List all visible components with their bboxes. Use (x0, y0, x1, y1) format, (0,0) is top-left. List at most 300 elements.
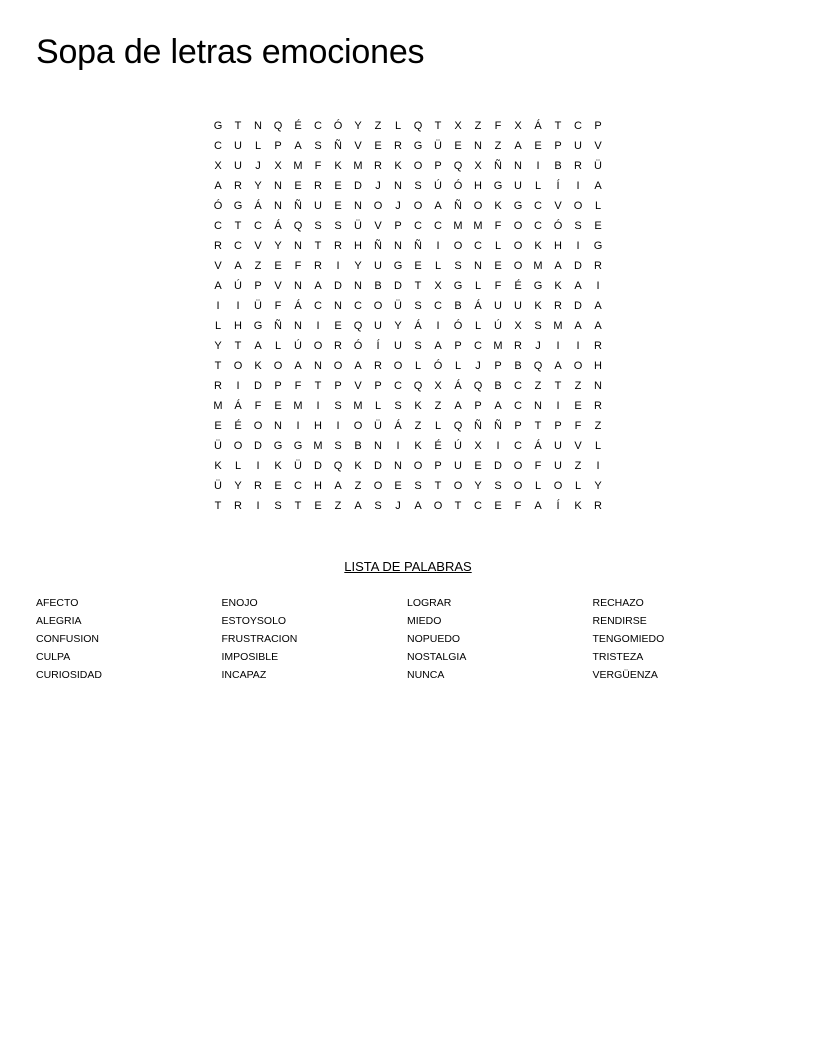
grid-cell: B (494, 380, 502, 392)
grid-cell: S (334, 440, 342, 452)
word-column (593, 594, 779, 684)
grid-cell: T (214, 500, 222, 512)
grid-cell: G (593, 240, 603, 252)
grid-cell: Ü (594, 160, 602, 172)
grid-cell: N (294, 240, 302, 252)
grid-cell: K (494, 200, 502, 212)
grid-cell: Ú (434, 180, 442, 192)
grid-cell: P (554, 140, 562, 152)
word-item: ALEGRIA (36, 615, 82, 627)
grid-cell: L (454, 360, 462, 372)
grid-cell: Ó (213, 200, 223, 212)
grid-cell: E (534, 140, 542, 152)
grid-cell: V (594, 140, 602, 152)
grid-cell: V (554, 200, 562, 212)
grid-cell: A (434, 200, 442, 212)
grid-cell: O (413, 160, 423, 172)
grid-cell: Ó (453, 180, 463, 192)
grid-cell: X (214, 160, 222, 172)
word-list (36, 594, 780, 684)
grid-cell: N (474, 260, 482, 272)
grid-cell: X (274, 160, 282, 172)
grid-cell: C (314, 300, 322, 312)
grid-cell: X (434, 380, 442, 392)
letter-grid (208, 116, 608, 516)
grid-cell: C (474, 500, 482, 512)
grid-cell: É (294, 120, 302, 132)
grid-cell: E (214, 420, 222, 432)
word-item: FRUSTRACION (221, 633, 298, 645)
grid-cell: Ó (553, 220, 563, 232)
grid-cell: T (554, 120, 562, 132)
grid-cell: X (514, 320, 522, 332)
grid-cell: Ü (294, 460, 302, 472)
grid-cell: Z (334, 500, 342, 512)
word-item: MIEDO (407, 615, 442, 627)
grid-cell: G (253, 320, 263, 332)
grid-row (208, 236, 608, 256)
grid-cell: M (353, 160, 363, 172)
grid-cell: V (254, 240, 262, 252)
grid-row (208, 136, 608, 156)
grid-cell: L (374, 400, 382, 412)
grid-cell: R (334, 340, 342, 352)
grid-cell: I (336, 260, 340, 272)
grid-cell: H (314, 420, 322, 432)
grid-row (208, 276, 608, 296)
grid-cell: S (574, 220, 582, 232)
grid-cell: N (334, 300, 342, 312)
grid-cell: Y (234, 480, 242, 492)
grid-cell: Ü (214, 480, 222, 492)
grid-cell: A (494, 400, 502, 412)
grid-cell: P (254, 280, 262, 292)
grid-cell: L (574, 480, 582, 492)
grid-cell: Y (214, 340, 222, 352)
grid-cell: I (236, 380, 240, 392)
grid-cell: Y (594, 480, 602, 492)
grid-cell: S (494, 480, 502, 492)
grid-cell: H (234, 320, 242, 332)
grid-row (208, 356, 608, 376)
grid-cell: S (414, 340, 422, 352)
grid-cell: M (293, 400, 303, 412)
grid-cell: A (294, 360, 302, 372)
grid-row (208, 336, 608, 356)
grid-cell: I (316, 320, 320, 332)
grid-cell: Z (594, 420, 602, 432)
grid-cell: S (334, 400, 342, 412)
word-item: ESTOYSOLO (221, 615, 287, 627)
grid-cell: S (314, 140, 322, 152)
grid-cell: Á (274, 220, 282, 232)
grid-cell: U (394, 340, 402, 352)
grid-cell: C (394, 380, 402, 392)
grid-cell: D (394, 280, 402, 292)
grid-cell: Ñ (334, 140, 342, 152)
grid-cell: Z (434, 400, 442, 412)
word-item: AFECTO (36, 597, 79, 609)
grid-cell: H (594, 360, 602, 372)
grid-cell: Ñ (274, 320, 282, 332)
grid-cell: J (535, 340, 541, 352)
grid-cell: Í (556, 500, 560, 512)
grid-cell: A (454, 400, 462, 412)
grid-cell: U (574, 140, 582, 152)
grid-cell: G (233, 200, 243, 212)
grid-cell: S (414, 480, 422, 492)
word-item: NOSTALGIA (407, 651, 467, 663)
grid-cell: Ú (494, 320, 502, 332)
grid-cell: E (374, 140, 382, 152)
grid-cell: N (594, 380, 602, 392)
grid-cell: U (234, 140, 242, 152)
word-item: NOPUEDO (407, 633, 461, 645)
grid-cell: L (434, 260, 442, 272)
grid-row (208, 316, 608, 336)
grid-cell: B (374, 280, 382, 292)
grid-cell: Y (354, 120, 362, 132)
grid-cell: L (234, 460, 242, 472)
grid-cell: Q (413, 380, 423, 392)
grid-cell: B (454, 300, 462, 312)
grid-cell: L (414, 360, 422, 372)
grid-cell: Á (474, 300, 482, 312)
word-item: TRISTEZA (592, 651, 644, 663)
grid-cell: Á (534, 440, 542, 452)
grid-cell: Z (534, 380, 542, 392)
grid-cell: C (534, 220, 542, 232)
grid-cell: M (493, 340, 503, 352)
grid-cell: O (413, 200, 423, 212)
grid-cell: P (554, 420, 562, 432)
grid-cell: Ü (434, 140, 442, 152)
grid-cell: I (436, 240, 440, 252)
grid-cell: I (596, 280, 600, 292)
grid-cell: Ü (214, 440, 222, 452)
grid-cell: C (514, 380, 522, 392)
grid-cell: G (493, 180, 503, 192)
grid-cell: O (373, 200, 383, 212)
grid-row (208, 216, 608, 236)
grid-cell: U (374, 260, 382, 272)
grid-cell: S (534, 320, 542, 332)
grid-cell: Á (234, 400, 242, 412)
grid-cell: T (234, 220, 242, 232)
word-item: NUNCA (407, 669, 445, 681)
grid-cell: L (274, 340, 282, 352)
grid-cell: L (474, 280, 482, 292)
grid-row (208, 496, 608, 516)
grid-row (208, 196, 608, 216)
grid-cell: Ú (454, 440, 462, 452)
grid-cell: G (393, 260, 403, 272)
grid-cell: É (234, 420, 242, 432)
grid-cell: U (514, 180, 522, 192)
grid-cell: J (255, 160, 261, 172)
grid-cell: Ñ (494, 160, 502, 172)
grid-cell: F (274, 300, 282, 312)
grid-cell: J (395, 200, 401, 212)
grid-cell: I (316, 400, 320, 412)
grid-cell: E (414, 260, 422, 272)
grid-cell: T (314, 240, 322, 252)
grid-cell: C (534, 200, 542, 212)
grid-cell: R (394, 140, 402, 152)
grid-cell: R (574, 160, 582, 172)
grid-cell: I (216, 300, 220, 312)
grid-cell: O (553, 480, 563, 492)
grid-cell: S (274, 500, 282, 512)
grid-cell: S (414, 300, 422, 312)
grid-cell: M (553, 320, 563, 332)
grid-cell: B (354, 440, 362, 452)
grid-cell: I (596, 460, 600, 472)
grid-cell: K (334, 160, 342, 172)
grid-cell: O (453, 480, 463, 492)
grid-cell: N (514, 160, 522, 172)
grid-cell: F (574, 420, 582, 432)
grid-cell: O (253, 420, 263, 432)
grid-cell: H (554, 240, 562, 252)
grid-cell: Z (574, 460, 582, 472)
grid-cell: A (594, 300, 602, 312)
grid-cell: C (314, 120, 322, 132)
grid-cell: O (333, 360, 343, 372)
grid-cell: A (354, 500, 362, 512)
grid-cell: I (556, 340, 560, 352)
grid-cell: Ú (294, 340, 302, 352)
grid-cell: C (234, 240, 242, 252)
grid-cell: K (254, 360, 262, 372)
grid-cell: J (375, 180, 381, 192)
grid-cell: T (534, 420, 542, 432)
grid-cell: V (274, 280, 282, 292)
grid-cell: Ñ (414, 240, 422, 252)
grid-cell: A (294, 140, 302, 152)
grid-cell: N (474, 140, 482, 152)
grid-cell: F (534, 460, 542, 472)
grid-cell: N (354, 280, 362, 292)
grid-cell: A (234, 260, 242, 272)
grid-cell: D (574, 300, 582, 312)
grid-cell: Q (333, 460, 343, 472)
grid-cell: X (474, 160, 482, 172)
grid-cell: O (513, 460, 523, 472)
word-item: RECHAZO (592, 597, 644, 609)
grid-cell: N (394, 240, 402, 252)
grid-cell: Y (474, 480, 482, 492)
grid-cell: F (314, 160, 322, 172)
word-item: LOGRAR (407, 597, 452, 609)
grid-cell: Y (354, 260, 362, 272)
grid-row (208, 396, 608, 416)
word-item: CULPA (36, 651, 71, 663)
grid-cell: Ü (254, 300, 262, 312)
grid-cell: Á (414, 320, 422, 332)
grid-cell: S (314, 220, 322, 232)
grid-cell: T (434, 120, 442, 132)
grid-cell: T (314, 380, 322, 392)
grid-cell: N (274, 200, 282, 212)
grid-cell: O (373, 300, 383, 312)
grid-cell: Ú (234, 280, 242, 292)
grid-cell: Ó (333, 120, 343, 132)
word-item: CONFUSION (36, 633, 99, 645)
grid-cell: G (293, 440, 303, 452)
grid-cell: Ü (394, 300, 402, 312)
grid-cell: L (594, 440, 602, 452)
grid-cell: A (514, 140, 522, 152)
grid-cell: Y (274, 240, 282, 252)
grid-cell: O (473, 200, 483, 212)
grid-cell: O (453, 240, 463, 252)
grid-cell: Á (534, 120, 542, 132)
grid-cell: T (234, 340, 242, 352)
grid-cell: R (314, 260, 322, 272)
grid-cell: Á (254, 200, 262, 212)
grid-cell: N (274, 180, 282, 192)
grid-cell: D (254, 380, 262, 392)
grid-cell: Z (254, 260, 262, 272)
grid-cell: N (374, 440, 382, 452)
grid-cell: V (574, 440, 582, 452)
grid-cell: A (414, 500, 422, 512)
grid-cell: F (494, 120, 502, 132)
grid-cell: N (274, 420, 282, 432)
grid-cell: Í (376, 340, 380, 352)
grid-cell: Ó (453, 320, 463, 332)
grid-row (208, 436, 608, 456)
grid-cell: A (314, 280, 322, 292)
grid-cell: Z (374, 120, 382, 132)
grid-cell: E (494, 500, 502, 512)
grid-cell: V (354, 140, 362, 152)
grid-cell: A (214, 180, 222, 192)
grid-cell: C (214, 140, 222, 152)
grid-cell: M (293, 160, 303, 172)
grid-cell: K (414, 400, 422, 412)
grid-cell: E (314, 500, 322, 512)
grid-cell: G (533, 280, 543, 292)
grid-cell: R (214, 380, 222, 392)
grid-cell: Z (414, 420, 422, 432)
word-item: ENOJO (221, 597, 258, 609)
grid-cell: P (274, 380, 282, 392)
grid-cell: O (273, 360, 283, 372)
grid-cell: A (214, 280, 222, 292)
grid-cell: Z (494, 140, 502, 152)
grid-cell: D (354, 180, 362, 192)
grid-cell: X (454, 120, 462, 132)
grid-cell: B (514, 360, 522, 372)
grid-cell: I (436, 320, 440, 332)
grid-cell: L (214, 320, 222, 332)
grid-cell: P (394, 220, 402, 232)
grid-cell: I (556, 400, 560, 412)
word-item: TENGOMIEDO (592, 633, 665, 645)
grid-cell: F (494, 280, 502, 292)
grid-cell: R (374, 360, 382, 372)
grid-cell: T (294, 500, 302, 512)
grid-row (208, 376, 608, 396)
grid-cell: K (554, 280, 562, 292)
grid-cell: K (354, 460, 362, 472)
grid-cell: D (374, 460, 382, 472)
grid-cell: L (494, 240, 502, 252)
grid-cell: L (594, 200, 602, 212)
grid-cell: C (254, 220, 262, 232)
grid-cell: X (434, 280, 442, 292)
grid-cell: R (594, 260, 602, 272)
word-item: INCAPAZ (221, 669, 267, 681)
grid-cell: Y (394, 320, 402, 332)
grid-cell: R (234, 500, 242, 512)
grid-cell: F (494, 220, 502, 232)
grid-cell: C (354, 300, 362, 312)
grid-cell: R (594, 400, 602, 412)
grid-cell: C (434, 300, 442, 312)
grid-cell: E (334, 200, 342, 212)
grid-cell: E (394, 480, 402, 492)
grid-row (208, 156, 608, 176)
grid-cell: A (254, 340, 262, 352)
grid-cell: I (296, 420, 300, 432)
grid-row (208, 176, 608, 196)
word-item: RENDIRSE (592, 615, 647, 627)
grid-cell: R (234, 180, 242, 192)
grid-cell: X (474, 440, 482, 452)
word-item: CURIOSIDAD (36, 669, 102, 681)
grid-cell: K (534, 300, 542, 312)
grid-cell: G (513, 200, 523, 212)
grid-cell: N (314, 360, 322, 372)
grid-cell: R (214, 240, 222, 252)
grid-cell: F (294, 380, 302, 392)
grid-cell: D (314, 460, 322, 472)
grid-cell: F (254, 400, 262, 412)
grid-cell: A (334, 480, 342, 492)
grid-cell: I (236, 300, 240, 312)
grid-cell: P (334, 380, 342, 392)
grid-cell: Ñ (474, 420, 482, 432)
grid-cell: V (354, 380, 362, 392)
grid-cell: O (513, 260, 523, 272)
grid-cell: G (453, 280, 463, 292)
grid-cell: U (554, 440, 562, 452)
grid-cell: V (374, 220, 382, 232)
grid-cell: E (454, 140, 462, 152)
grid-cell: O (233, 440, 243, 452)
grid-cell: E (574, 400, 582, 412)
grid-cell: C (574, 120, 582, 132)
grid-cell: Q (293, 220, 303, 232)
grid-cell: N (534, 400, 542, 412)
grid-cell: D (494, 460, 502, 472)
grid-cell: E (274, 480, 282, 492)
grid-cell: C (294, 480, 302, 492)
grid-cell: R (554, 300, 562, 312)
grid-cell: P (474, 400, 482, 412)
grid-cell: Q (533, 360, 543, 372)
grid-cell: E (334, 180, 342, 192)
grid-cell: H (314, 480, 322, 492)
grid-cell: Í (556, 180, 560, 192)
grid-cell: N (394, 180, 402, 192)
grid-cell: R (594, 340, 602, 352)
grid-cell: I (336, 420, 340, 432)
grid-cell: P (494, 360, 502, 372)
